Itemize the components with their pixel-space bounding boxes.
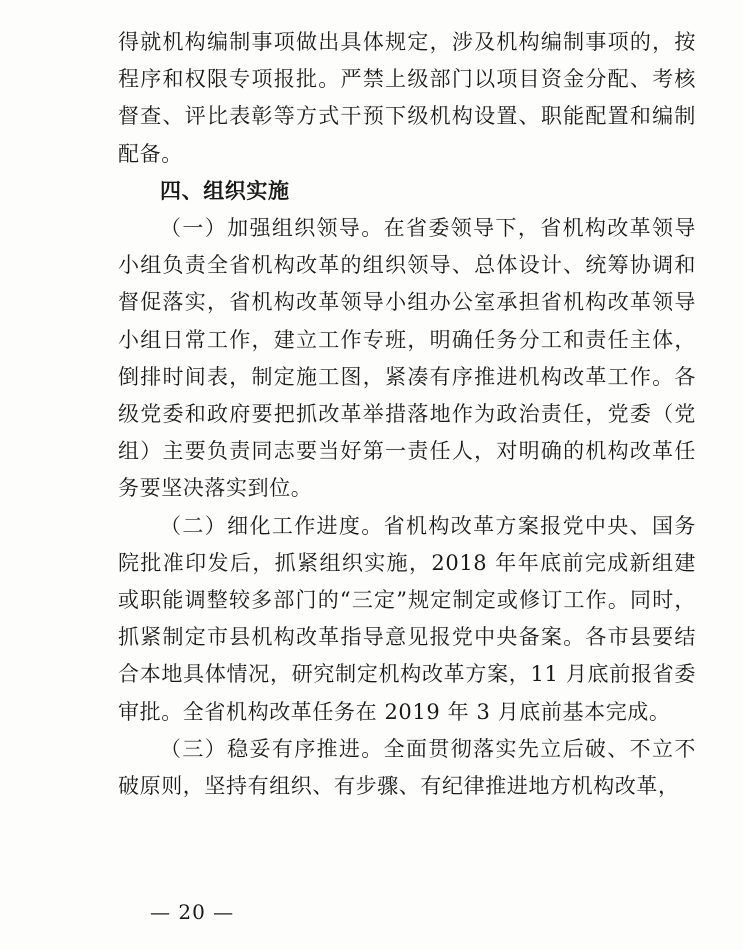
paragraph-organization-leadership: （一）加强组织领导。在省委领导下，省机构改革领导小组负责全省机构改革的组织领导、总体设计、统筹协调和督促落实，省机构改革领导小组办公室承担省机构改革领导小组日常工作，建立工作专班，明确任务分工和责任主体，倒排时间表，制定施工图，紧凑有序推进机构改革工作。各级党委和政府要把抓改革举措落地作为政治责任，党委（党组）主要负责同志要当好第一责任人，对明确的机构改革任务要坚决落实到位。 [118, 216, 696, 501]
paragraph-work-progress: （二）细化工作进度。省机构改革方案报党中央、国务院批准印发后，抓紧组织实施，2018 年年底前完成新组建或职能调整较多部门的“三定”规定制定或修订工作。同时，抓紧制定市县机构改革指导意见报党中央备案。各市县要结合本地具体情况，研究制定机构改革方案，11 月底前报省委审批。全省机构改革任务在 2019 年 3 月底前基本完成。 [118, 513, 696, 724]
page-number: — 20 — [150, 900, 235, 924]
document-body [118, 24, 696, 805]
paragraph-continuation: 得就机构编制事项做出具体规定，涉及机构编制事项的，按程序和权限专项报批。严禁上级部门以项目资金分配、考核督查、评比表彰等方式干预下级机构设置、职能配置和编制配备。 [118, 30, 696, 166]
paragraph-steady-advance: （三）稳妥有序推进。全面贯彻落实先立后破、不立不破原则，坚持有组织、有步骤、有纪律推进地方机构改革， [118, 736, 696, 799]
section-heading: 四、组织实施 [160, 178, 290, 203]
